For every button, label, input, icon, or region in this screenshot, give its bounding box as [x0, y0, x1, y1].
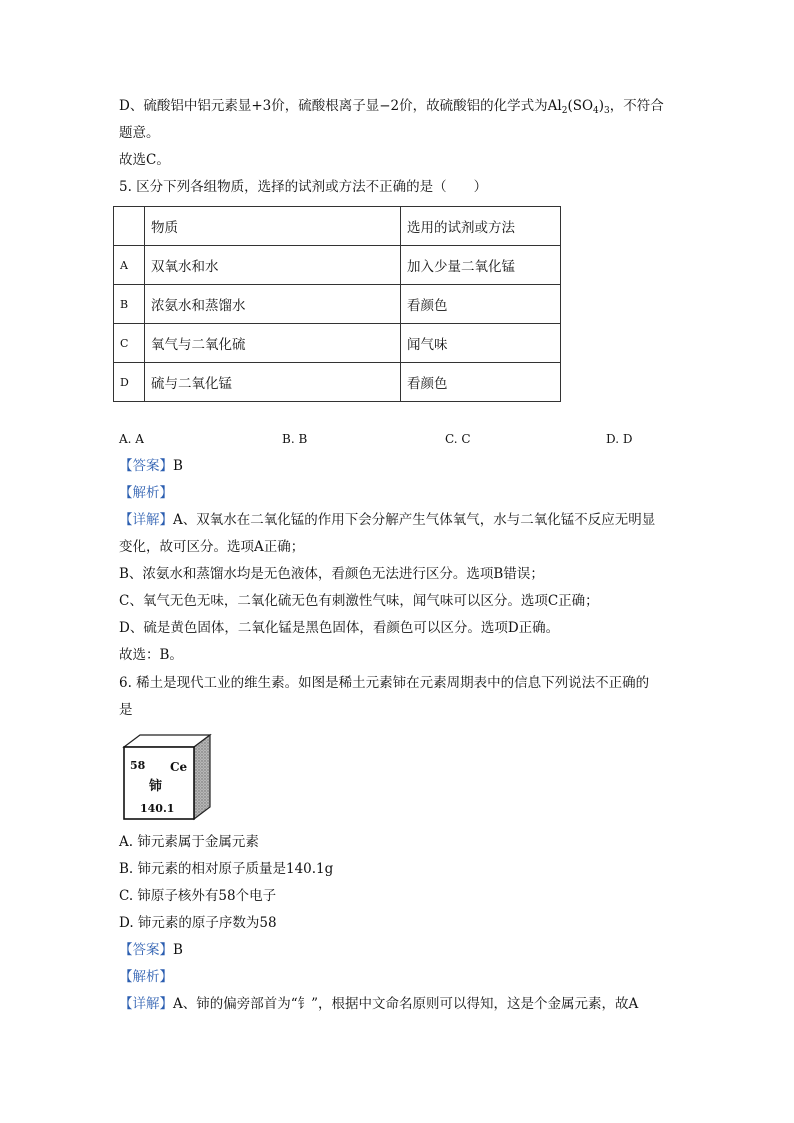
table-row [114, 246, 561, 285]
table-cell: 浓氨水和蒸馏水 [145, 285, 401, 324]
table-cell: D [114, 363, 145, 402]
table-cell: 加入少量二氧化锰 [401, 246, 561, 285]
table-cell: 看颜色 [401, 285, 561, 324]
choice-b: B. B [282, 432, 308, 446]
table-cell: 看颜色 [401, 363, 561, 402]
question-6-answer [119, 941, 183, 959]
detail-tag: 【详解】 [119, 512, 173, 528]
table-header-cell: 选用的试剂或方法 [401, 207, 561, 246]
table-cell: A [114, 246, 145, 285]
element-symbol: Ce [170, 760, 188, 774]
question-5-choices [119, 432, 639, 450]
choice-d: D. D [606, 432, 633, 446]
question-5-analysis-tag [119, 484, 173, 502]
question-5-stem: 5. 区分下列各组物质，选择的试剂或方法不正确的是（ ） [119, 179, 488, 195]
subscript: 3 [604, 106, 610, 116]
question-6-stem-line-2: 是 [119, 702, 133, 718]
question-5-detail-line-2: 变化，故可区分。选项A正确； [119, 539, 305, 555]
choice-c: C. C [445, 432, 471, 446]
detail-tag: 【详解】 [119, 996, 173, 1012]
answer-tag: 【答案】 [119, 458, 173, 474]
subscript: 2 [561, 106, 568, 116]
question-5-detail-line-5: D、硫是黄色固体，二氧化锰是黑色固体，看颜色可以区分。选项D正确。 [119, 620, 560, 636]
question-6-analysis-tag [119, 968, 173, 986]
table-header-cell [114, 207, 145, 246]
question-5-detail-line-1 [119, 511, 655, 529]
question-6-detail-line-1 [119, 995, 638, 1013]
question-6-option-c: C. 铈原子核外有58个电子 [119, 888, 277, 904]
formula-part: ) [598, 98, 605, 114]
atomic-number: 58 [130, 759, 146, 772]
analysis-tag: 【解析】 [119, 969, 173, 985]
atomic-mass: 140.1 [140, 802, 175, 815]
intro-conclusion: 故选C。 [119, 152, 170, 168]
question-6-stem-line-1: 6. 稀土是现代工业的维生素。如图是稀土元素铈在元素周期表中的信息下列说法不正确的 [119, 675, 650, 691]
element-name: 铈 [149, 779, 163, 794]
table-cell: 闻气味 [401, 324, 561, 363]
question-5-conclusion: 故选：B。 [119, 647, 183, 663]
intro-text: D、硫酸铝中铝元素显+3价，硫酸根离子显−2价，故硫酸铝的化学式为Al [119, 98, 562, 114]
question-6-option-b: B. 铈元素的相对原子质量是140.1g [119, 861, 334, 877]
intro-line-2: 题意。 [119, 125, 160, 141]
analysis-tag: 【解析】 [119, 485, 173, 501]
question-6-option-d: D. 铈元素的原子序数为58 [119, 915, 277, 931]
question-5-answer [119, 457, 183, 475]
cube-side-face [194, 735, 210, 819]
question-6-option-a: A. 铈元素属于金属元素 [119, 834, 259, 850]
question-5-detail-line-3: B、浓氨水和蒸馏水均是无色液体，看颜色无法进行区分。选项B错误； [119, 566, 544, 582]
table-cell: C [114, 324, 145, 363]
formula-part: (SO [567, 98, 594, 114]
cerium-element-cube [120, 733, 212, 823]
table-row [114, 285, 561, 324]
table-row [114, 363, 561, 402]
intro-text: ，不符合 [609, 98, 664, 114]
table-cell: B [114, 285, 145, 324]
table-cell: 硫与二氧化锰 [145, 363, 401, 402]
choice-a: A. A [119, 432, 144, 446]
table-header-cell: 物质 [145, 207, 401, 246]
answer-tag: 【答案】 [119, 942, 173, 958]
table-header-row [114, 207, 561, 246]
answer-value: B [173, 942, 183, 958]
question-5-table [113, 206, 561, 402]
table-row [114, 324, 561, 363]
intro-line-1 [119, 97, 664, 120]
detail-text: A、双氧水在二氧化锰的作用下会分解产生气体氧气，水与二氧化锰不反应无明显 [173, 512, 656, 528]
table-cell: 氧气与二氧化硫 [145, 324, 401, 363]
answer-value: B [173, 458, 183, 474]
table-cell: 双氧水和水 [145, 246, 401, 285]
question-5-detail-line-4: C、氧气无色无味，二氧化硫无色有刺激性气味，闻气味可以区分。选项C正确； [119, 593, 599, 609]
subscript: 4 [593, 106, 599, 116]
detail-text: A、铈的偏旁部首为“钅”，根据中文命名原则可以得知，这是个金属元素，故A [173, 996, 639, 1012]
